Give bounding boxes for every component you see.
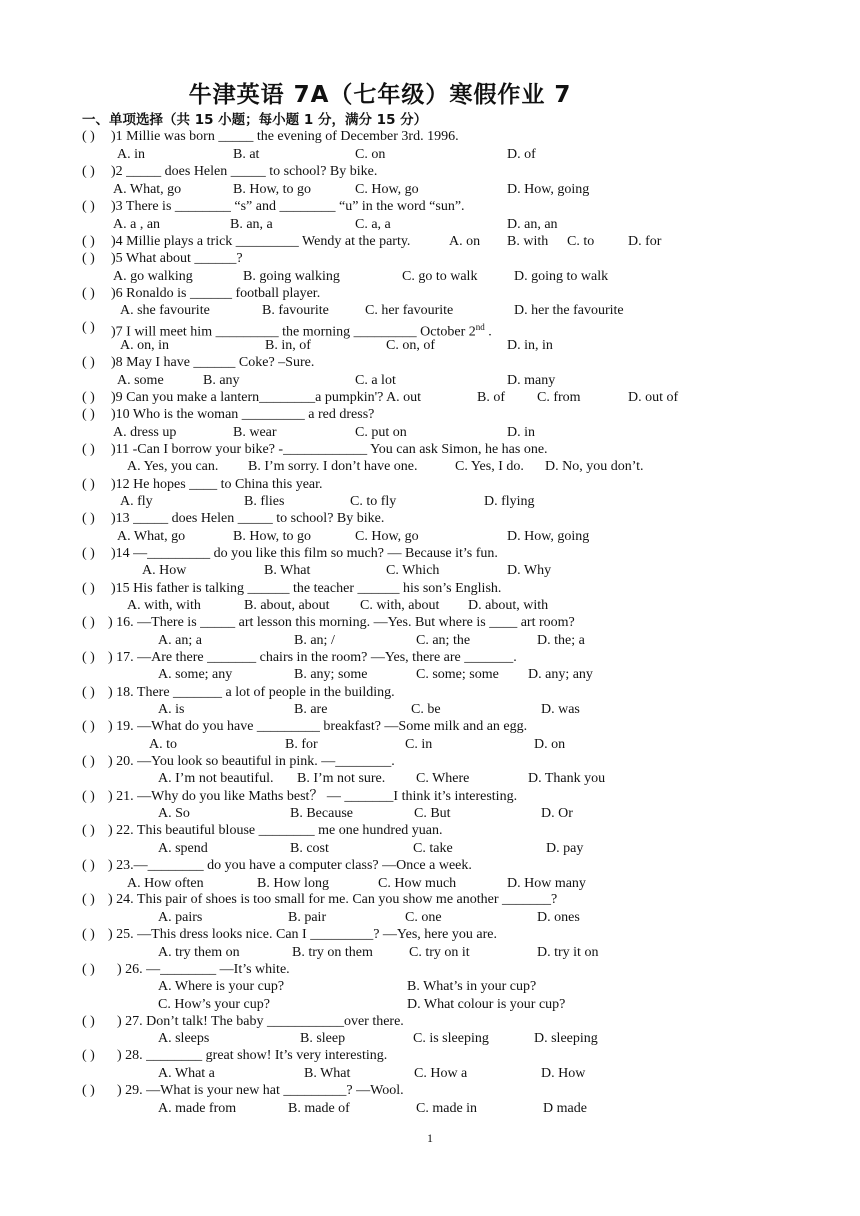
answer-blank[interactable]: ( ) [82,789,95,804]
option-c: C. How much [378,876,457,891]
option-c: C. be [411,702,441,717]
option-d: D. Why [507,563,552,578]
option-b: B. going walking [243,269,340,284]
option-a: A. What, go [113,182,182,197]
option-b: B. flies [244,494,285,509]
option-a: A. fly [120,494,153,509]
option-b: B. I’m not sure. [297,771,386,786]
answer-blank[interactable]: ( ) [82,615,95,630]
option-c: C. with, about [360,598,440,613]
answer-blank[interactable]: ( ) [82,355,95,370]
question-stem: ) 22. This beautiful blouse ________ me one hundred yuan. [108,823,443,838]
option-b: B. pair [288,910,327,925]
option-b: B. at [233,147,260,162]
question-stem: )8 May I have ______ Coke? –Sure. [111,355,315,370]
option-d: D. going to walk [514,269,609,284]
question-stem: ) 26. —________ —It’s white. [117,962,290,977]
option-b: B. wear [233,425,277,440]
option-b: B. try on them [292,945,373,960]
question-stem: ) 16. —There is _____ art lesson this morning. —Yes. But where is ____ art room? [108,615,575,630]
option-d: D. No, you don’t. [545,459,644,474]
question-stem: )1 Millie was born _____ the evening of December 3rd. 1996. [111,129,459,144]
question-stem: )3 There is ________ “s” and ________ “u” in the word “sun”. [111,199,465,214]
option-a: B. of [477,390,505,405]
option-c: C. How a [414,1066,468,1081]
option-a: A. What, go [117,529,186,544]
option-a: A. Yes, you can. [127,459,219,474]
option-d: D. about, with [468,598,549,613]
question-stem: )6 Ronaldo is ______ football player. [111,286,321,301]
option-a: A. on [449,234,481,249]
option-c: C. try on it [409,945,470,960]
question-stem: )5 What about ______? [111,251,243,266]
question-stem: )7 I will meet him _________ the morning _________ October 2nd . [111,322,492,340]
answer-blank[interactable]: ( ) [82,129,95,144]
answer-blank[interactable]: ( ) [82,581,95,596]
question-stem: ) 24. This pair of shoes is too small for me. Can you show me another _______? [108,892,558,907]
option-a: A. go walking [113,269,193,284]
question-stem: )10 Who is the woman _________ a red dress? [111,407,375,422]
option-b: B. favourite [262,303,329,318]
option-c: D. out of [628,390,679,405]
answer-blank[interactable]: ( ) [82,199,95,214]
question-stem: )11 -Can I borrow your bike? -____________ You can ask Simon, he has one. [111,442,548,457]
answer-blank[interactable]: ( ) [82,719,95,734]
option-b: B. Because [290,806,353,821]
option-c: C. an; the [416,633,471,648]
option-b: B. sleep [300,1031,346,1046]
answer-blank[interactable]: ( ) [82,286,95,301]
option-a: A. How often [127,876,204,891]
option-a: A. some [117,373,164,388]
answer-blank[interactable]: ( ) [82,685,95,700]
option-c: C. How, go [355,182,419,197]
answer-blank[interactable]: ( ) [82,442,95,457]
option-b: B. an; / [294,633,335,648]
option-c: C. Yes, I do. [455,459,524,474]
answer-blank[interactable]: ( ) [82,927,95,942]
question-stem: )15 His father is talking ______ the teacher ______ his son’s English. [111,581,502,596]
answer-blank[interactable]: ( ) [82,407,95,422]
option-b: B. for [285,737,318,752]
question-stem: ) 28. ________ great show! It’s very interesting. [117,1048,388,1063]
option-d: D. on [534,737,566,752]
option-b: B. any; some [294,667,368,682]
question-stem: ) 29. —What is your new hat _________? —Wool. [117,1083,404,1098]
option-b: B. What [264,563,311,578]
option-c: C. a lot [355,373,396,388]
option-c: C. in [405,737,433,752]
answer-blank[interactable]: ( ) [82,962,95,977]
question-stem: )14 —_________ do you like this film so much? — Because it’s fun. [111,546,498,561]
option-d: D. ones [537,910,580,925]
option-d: D. many [507,373,556,388]
option-d: D. How [541,1066,586,1081]
option-a: A. some; any [158,667,233,682]
answer-blank[interactable]: ( ) [82,1014,95,1029]
answer-blank[interactable]: ( ) [82,164,95,179]
option-c: C. go to walk [402,269,478,284]
option-d: D. was [541,702,580,717]
option-d: D. of [507,147,536,162]
option-d: D. pay [546,841,584,856]
option-d: D. in, in [507,338,553,353]
option-d: D. in [507,425,535,440]
option-d: D. flying [484,494,535,509]
option-d: D made [543,1101,587,1116]
option-a: A. an; a [158,633,202,648]
answer-blank[interactable]: ( ) [82,892,95,907]
option-a: A. How [142,563,187,578]
option-d: D. How, going [507,529,590,544]
option-a: A. she favourite [120,303,210,318]
option-a: A. pairs [158,910,203,925]
answer-blank[interactable]: ( ) [82,650,95,665]
answer-blank[interactable]: ( ) [82,754,95,769]
option-c: C. on [355,147,386,162]
option-a: A. What a [158,1066,215,1081]
option-a: A. So [158,806,190,821]
answer-blank[interactable]: ( ) [82,390,95,405]
option-b: B. How long [257,876,329,891]
option-d: D. Thank you [528,771,606,786]
answer-blank[interactable]: ( ) [82,234,95,249]
question-stem: )13 _____ does Helen _____ to school? By bike. [111,511,385,526]
option-a: A. sleeps [158,1031,210,1046]
option-a: A. dress up [113,425,177,440]
option-a: A. spend [158,841,208,856]
option-d: D. any; any [528,667,593,682]
option-c: C. take [413,841,453,856]
option-b: B. cost [290,841,329,856]
option-b: B. an, a [230,217,273,232]
option-d: D. an, an [507,217,558,232]
option-c: C. is sleeping [413,1031,489,1046]
option-d: D. the; a [537,633,585,648]
option-b: B. How, to go [233,529,312,544]
option-a: A. on, in [120,338,169,353]
option-b: B. are [294,702,328,717]
option-c: C. to [567,234,595,249]
answer-blank[interactable]: ( ) [82,858,95,873]
answer-blank[interactable]: ( ) [82,320,95,335]
option-c: C. put on [355,425,407,440]
option-b: B. What [304,1066,351,1081]
option-c: C. one [405,910,442,925]
option-c: C. made in [416,1101,478,1116]
option-a: A. I’m not beautiful. [158,771,274,786]
answer-blank[interactable]: ( ) [82,823,95,838]
option-b: B. What’s in your cup? [407,979,537,994]
option-c: C. Which [386,563,440,578]
option-d: D. try it on [537,945,599,960]
question-stem: ) 18. There _______ a lot of people in the building. [108,685,395,700]
option-d: D. for [628,234,662,249]
option-a: A. try them on [158,945,240,960]
option-a: A. made from [158,1101,237,1116]
option-a: A. is [158,702,185,717]
question-stem: ) 17. —Are there _______ chairs in the room? —Yes, there are _______. [108,650,517,665]
option-a: A. Where is your cup? [158,979,285,994]
option-a: A. with, with [127,598,201,613]
option-a: A. a , an [113,217,161,232]
question-stem: ) 25. —This dress looks nice. Can I _________? —Yes, here you are. [108,927,497,942]
option-c: C. But [414,806,451,821]
option-b: B. in, of [265,338,311,353]
option-c: C. her favourite [365,303,454,318]
option-d: D. How many [507,876,586,891]
answer-blank[interactable]: ( ) [82,546,95,561]
option-c: C. some; some [416,667,499,682]
question-stem: )12 He hopes ____ to China this year. [111,477,323,492]
option-d: D. sleeping [534,1031,598,1046]
page-number: 1 [427,1131,433,1145]
option-c: C. a, a [355,217,391,232]
question-stem: ) 19. —What do you have _________ breakfast? —Some milk and an egg. [108,719,528,734]
option-d: D. How, going [507,182,590,197]
question-stem: ) 21. —Why do you like Maths best？ — _______I think it’s interesting. [108,789,518,804]
option-a: A. in [117,147,145,162]
question-stem: )9 Can you make a lantern________a pumpkin'? A. out [111,390,422,405]
question-stem: ) 20. —You look so beautiful in pink. —________. [108,754,395,769]
question-stem: ) 27. Don’t talk! The baby ___________over there. [117,1014,404,1029]
option-a: A. to [149,737,177,752]
question-stem: ) 23.—________ do you have a computer class? —Once a week. [108,858,472,873]
answer-blank[interactable]: ( ) [82,1048,95,1063]
option-b: C. from [537,390,581,405]
option-b: B. any [203,373,240,388]
option-b: B. about, about [244,598,330,613]
answer-blank[interactable]: ( ) [82,251,95,266]
question-stem: )4 Millie plays a trick _________ Wendy at the party. [111,234,411,249]
option-b: B. made of [288,1101,350,1116]
option-d: D. Or [541,806,573,821]
option-b: B. I’m sorry. I don’t have one. [248,459,418,474]
option-c: C. Where [416,771,470,786]
section-heading: 一、单项选择（共 15 小题；每小题 1 分，满分 15 分） [82,112,428,128]
option-d: D. her the favourite [514,303,624,318]
question-stem: )2 _____ does Helen _____ to school? By bike. [111,164,378,179]
option-d: D. What colour is your cup? [407,997,566,1012]
answer-blank[interactable]: ( ) [82,511,95,526]
option-b: B. with [507,234,549,249]
option-c: C. How, go [355,529,419,544]
option-c: C. on, of [386,338,435,353]
answer-blank[interactable]: ( ) [82,477,95,492]
option-b: B. How, to go [233,182,312,197]
worksheet-title: 牛津英语 7A（七年级）寒假作业 7 [188,82,572,108]
answer-blank[interactable]: ( ) [82,1083,95,1098]
option-c: C. to fly [350,494,397,509]
option-c: C. How’s your cup? [158,997,270,1012]
